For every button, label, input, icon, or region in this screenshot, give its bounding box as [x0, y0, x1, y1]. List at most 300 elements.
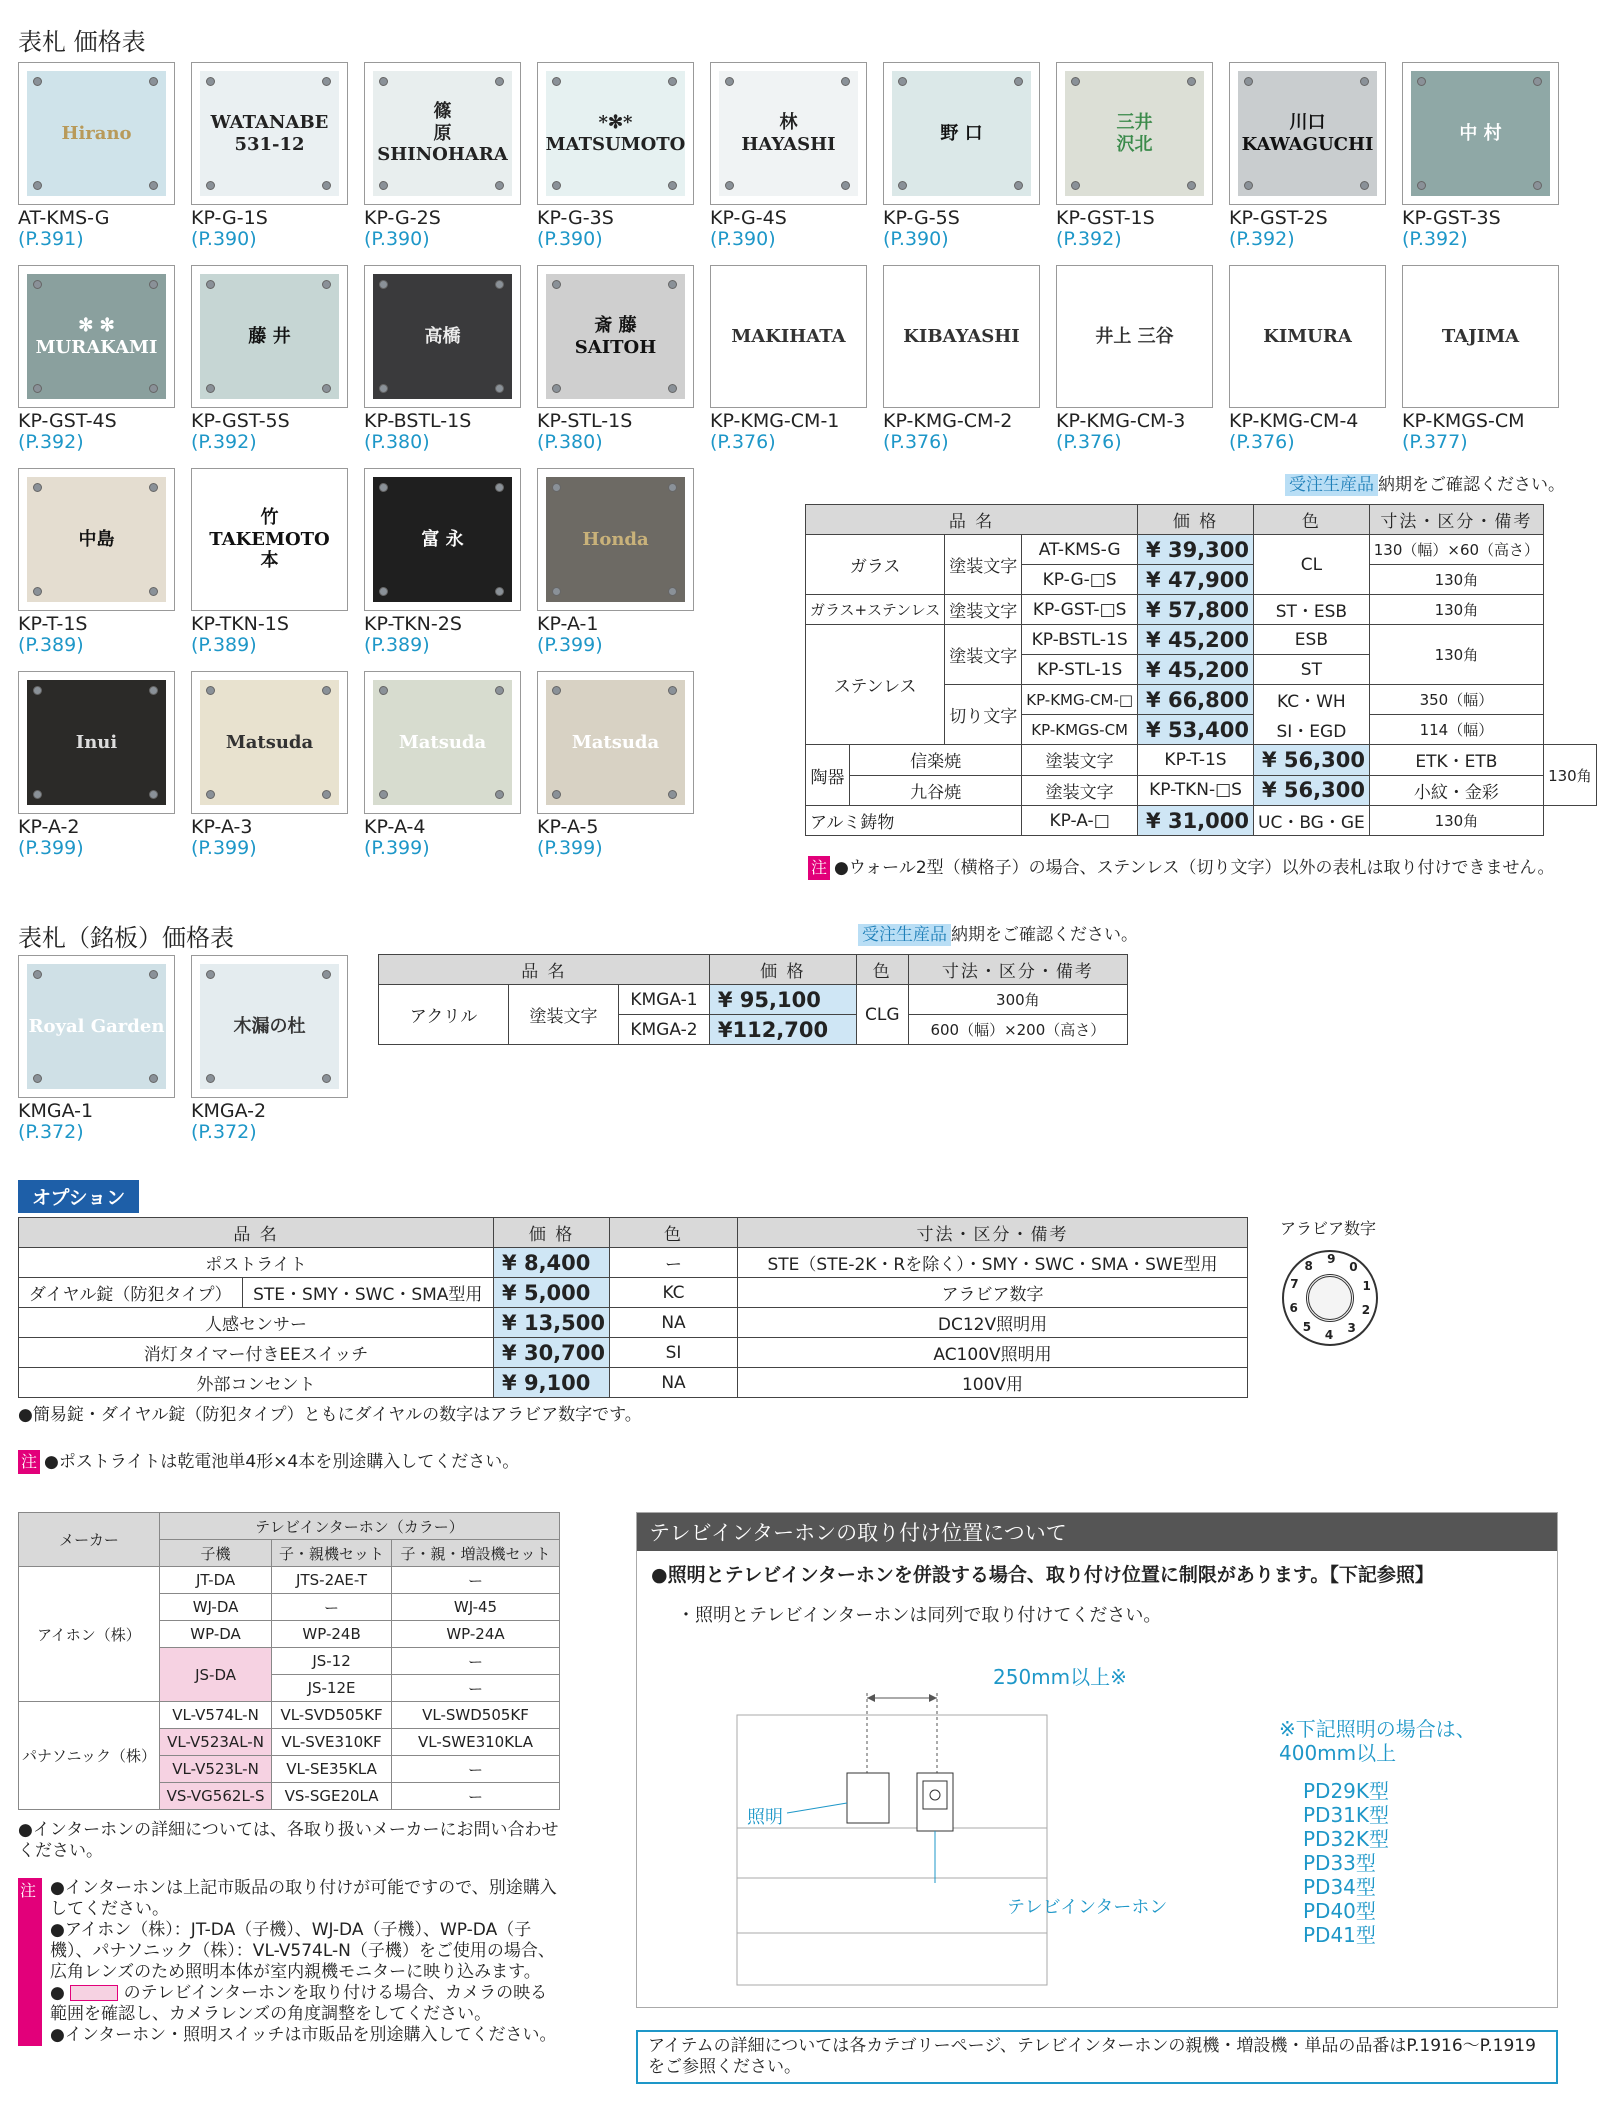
nameplate-image: [883, 62, 1040, 205]
table-cell: VL-SWD505KF: [391, 1702, 559, 1729]
screw-icon: [898, 181, 907, 190]
material-cell: ガラス+ステンレス: [806, 595, 945, 625]
sub-header: 子機: [159, 1540, 271, 1567]
table-cell: ー: [391, 1783, 559, 1810]
model-code: KP-A-3: [191, 816, 253, 838]
subtype-cell: 信楽焼: [850, 745, 1021, 776]
screw-icon: [149, 587, 158, 596]
nameplate-image: [537, 671, 694, 814]
screw-icon: [668, 790, 677, 799]
model-code: KP-KMG-CM-2: [883, 410, 1013, 432]
screw-icon: [206, 280, 215, 289]
nameplate-face: [1411, 274, 1550, 399]
nameplate-face: [1065, 71, 1204, 196]
nameplate-caption: [1402, 411, 1525, 453]
screw-icon: [206, 790, 215, 799]
nameplate-caption: [537, 614, 603, 656]
model-code: KP-KMG-CM-1: [710, 410, 840, 432]
screw-icon: [33, 181, 42, 190]
nameplate-image: [1229, 62, 1386, 205]
nameplate-image: [191, 671, 348, 814]
screw-icon: [552, 181, 561, 190]
table-row: [379, 985, 1128, 1015]
color-cell: CLG: [856, 985, 908, 1045]
maker-cell: パナソニック（株）: [19, 1702, 160, 1810]
screw-icon: [1533, 77, 1542, 86]
intercom-label: テレビインターホン: [1007, 1897, 1168, 1918]
page-reference: (P.376): [1229, 431, 1295, 453]
nameplate-caption: [1229, 208, 1328, 250]
screw-icon: [322, 384, 331, 393]
nameplate-image: [191, 62, 348, 205]
nameplate-caption: [18, 817, 84, 859]
nameplate-face: [200, 71, 339, 196]
screw-icon: [322, 77, 331, 86]
screw-icon: [1187, 77, 1196, 86]
table-cell: VS-VG562L-S: [159, 1783, 271, 1810]
screw-icon: [33, 280, 42, 289]
screw-icon: [841, 77, 850, 86]
intercom-table: [18, 1512, 560, 1810]
light-fixture-icon: [847, 1773, 889, 1823]
install-panel-title: テレビインターホンの取り付け位置について: [637, 1513, 1557, 1551]
color-cell: NA: [610, 1368, 738, 1398]
screw-icon: [33, 77, 42, 86]
size-cell: 130角: [1369, 625, 1543, 685]
screw-icon: [379, 77, 388, 86]
material-cell: ステンレス: [806, 625, 945, 745]
maker-cell: アイホン（株）: [19, 1567, 160, 1702]
nameplate-face: [373, 71, 512, 196]
price-cell: ¥ 45,200: [1138, 625, 1254, 655]
nameplate-image: [191, 955, 348, 1098]
material-cell: アクリル: [379, 985, 509, 1045]
nameplate-lettering: 富 永: [421, 528, 464, 550]
page-reference: (P.390): [364, 228, 430, 250]
screw-icon: [322, 686, 331, 695]
nameplate-face: [1238, 274, 1377, 399]
page-reference: (P.376): [883, 431, 949, 453]
nameplate-caption: [1229, 411, 1358, 453]
model-code: KP-G-1S: [191, 207, 268, 229]
table-cell: JS-12: [272, 1648, 392, 1675]
made-to-order-badge: 受注生産品: [1285, 474, 1378, 496]
type-cell: 塗装文字: [1045, 782, 1114, 803]
page-reference: (P.389): [191, 634, 257, 656]
price-cell: ¥ 57,800: [1138, 595, 1254, 625]
notice-text: 納期をご確認ください。: [1378, 475, 1565, 495]
model-list: [1303, 1779, 1389, 1947]
page-reference: (P.390): [537, 228, 603, 250]
page-reference: (P.399): [191, 837, 257, 859]
price-cell: ¥ 30,700: [494, 1338, 610, 1368]
color-cell: SI: [610, 1338, 738, 1368]
nameplate-image: [364, 468, 521, 611]
install-line1: ●照明とテレビインターホンを併設する場合、取り付け位置に制限があります。【下記参照】: [651, 1564, 1434, 1586]
screw-icon: [322, 1074, 331, 1083]
options-table: [18, 1217, 1248, 1398]
screw-icon: [1417, 181, 1426, 190]
maker-header: メーカー: [19, 1513, 160, 1567]
nameplate-lettering: MAKIHATA: [731, 325, 846, 347]
nameplate-lettering: 竹 TAKEMOTO 本: [209, 507, 330, 572]
nameplate-face: [1238, 71, 1377, 196]
nameplate-lettering: 林 HAYASHI: [741, 111, 836, 155]
screw-icon: [33, 384, 42, 393]
note-cell: STE（STE-2K・Rを除く）・SMY・SWC・SMA・SWE型用: [738, 1248, 1248, 1278]
dial-knob: [1306, 1274, 1354, 1322]
price-cell: ¥ 95,100: [709, 985, 856, 1015]
code-cell: KP-KMGS-CM: [1022, 715, 1138, 745]
size-cell: 300角: [908, 985, 1127, 1015]
nameplate-image: [1402, 62, 1559, 205]
intercom-note: ●インターホンの詳細については、各取り扱いメーカーにお問い合わせください。: [18, 1820, 559, 1861]
nameplate-caption: [191, 411, 290, 453]
nameplate-lettering: 三井 沢北: [1116, 111, 1153, 155]
nameplate-lettering: Inui: [75, 731, 118, 753]
screw-icon: [149, 790, 158, 799]
table-cell: WP-24A: [391, 1621, 559, 1648]
exception-note: ※下記照明の場合は、 400mm以上: [1279, 1717, 1476, 1765]
nameplate-image: [710, 62, 867, 205]
nameplate-face: [546, 274, 685, 399]
code-cell: KP-KMG-CM-□: [1022, 685, 1138, 715]
code-cell: KP-GST-□S: [1022, 595, 1138, 625]
screw-icon: [379, 587, 388, 596]
page-reference: (P.392): [18, 431, 84, 453]
nameplate-image: [710, 265, 867, 408]
type-cell: 塗装文字: [509, 985, 619, 1045]
type-cell: 切り文字: [945, 685, 1022, 745]
dial-digit: 6: [1289, 1300, 1298, 1315]
page-reference: (P.377): [1402, 431, 1468, 453]
model-item: PD29K型: [1303, 1779, 1390, 1803]
nameplate-caption: [364, 614, 462, 656]
screw-icon: [552, 686, 561, 695]
table-cell: ー: [391, 1756, 559, 1783]
nameplate-caption: [18, 1101, 93, 1143]
screw-icon: [149, 280, 158, 289]
dial-label: アラビア数字: [1280, 1219, 1377, 1238]
nameplate-face: [892, 274, 1031, 399]
dial-digit: 3: [1347, 1321, 1356, 1336]
table-cell: WJ-DA: [159, 1594, 271, 1621]
nameplate-caption: [1056, 208, 1155, 250]
page-reference: (P.372): [191, 1121, 257, 1143]
nameplate-image: [537, 265, 694, 408]
color-cell: KC・WH: [1254, 685, 1370, 715]
type-cell: 塗装文字: [945, 535, 1022, 595]
table-row: [806, 745, 1597, 806]
table-cell: JS-DA: [159, 1648, 271, 1702]
nameplate-lettering: KIBAYASHI: [903, 325, 1020, 347]
wall-outline: [737, 1715, 1047, 1985]
dimension-label: 250mm以上※: [993, 1665, 1127, 1689]
nameplate-caption: [710, 411, 839, 453]
nameplate-caption: [710, 208, 787, 250]
dial-digit: 1: [1362, 1279, 1371, 1294]
nameplate-image: [364, 671, 521, 814]
table-cell: JTS-2AE-T: [272, 1567, 392, 1594]
nameplate-lettering: Matsuda: [398, 731, 487, 753]
page-reference: (P.372): [18, 1121, 84, 1143]
nameplate-lettering: WATANABE 531-12: [210, 111, 329, 155]
screw-icon: [898, 77, 907, 86]
nameplate-caption: [364, 817, 430, 859]
arrow-left-icon: [867, 1694, 875, 1702]
nameplate-lettering: TAJIMA: [1441, 325, 1520, 347]
options-header: オプション: [18, 1180, 139, 1213]
code-cell: KP-T-1S: [1138, 745, 1253, 776]
postlight-note-text: ●ポストライトは乾電池単4形×4本を別途購入してください。: [44, 1452, 520, 1472]
table-row: [19, 1702, 560, 1729]
nameplate-lettering: Matsuda: [225, 731, 314, 753]
nameplate-face: [892, 71, 1031, 196]
nameplate-caption: [537, 817, 603, 859]
nameplate-image: [18, 671, 175, 814]
model-item: PD31K型: [1303, 1803, 1390, 1827]
color-cell: KC: [610, 1278, 738, 1308]
nameplate-lettering: Matsuda: [571, 731, 660, 753]
screw-icon: [552, 587, 561, 596]
page-reference: (P.399): [364, 837, 430, 859]
page-reference: (P.392): [191, 431, 257, 453]
model-code: KP-STL-1S: [537, 410, 633, 432]
nameplate-caption: [18, 411, 117, 453]
screw-icon: [668, 280, 677, 289]
nameplate-image: [364, 62, 521, 205]
screw-icon: [206, 970, 215, 979]
table-row: [19, 1338, 1248, 1368]
model-code: KP-G-5S: [883, 207, 960, 229]
col-header-name: 品 名: [379, 955, 710, 985]
table-cell: VL-V523AL-N: [159, 1729, 271, 1756]
screw-icon: [668, 77, 677, 86]
table-row: [806, 535, 1597, 565]
nameplate-image: [1056, 62, 1213, 205]
color-cell: NA: [610, 1308, 738, 1338]
subtype-cell: 九谷焼: [910, 782, 962, 803]
screw-icon: [379, 181, 388, 190]
screw-icon: [379, 384, 388, 393]
table-cell: ー: [391, 1648, 559, 1675]
table-row: [806, 595, 1597, 625]
intercom-note-3: のテレビインターホンを取り付ける場合、カメラの映る範囲を確認し、カメラレンズの角度調整をしてください。: [50, 1983, 548, 2024]
nameplate-lettering: 木漏の杜: [233, 1015, 306, 1037]
install-line2: ・照明とテレビインターホンは同列で取り付けてください。: [677, 1605, 1162, 1626]
option-sub: STE・SMY・SWC・SMA型用: [242, 1278, 494, 1308]
col-header-price: 価 格: [1138, 505, 1254, 535]
price-cell: ¥ 53,400: [1138, 715, 1254, 745]
screw-icon: [495, 587, 504, 596]
nameplate-lettering: 井上 三谷: [1095, 325, 1174, 347]
price-cell: ¥ 13,500: [494, 1308, 610, 1338]
nameplate-face: [546, 680, 685, 805]
intercom-note-3-row: ● のテレビインターホンを取り付ける場合、カメラの映る範囲を確認し、カメラレンズの角度調整をしてください。: [50, 1983, 548, 2024]
col-header-name: 品 名: [806, 505, 1138, 535]
nameplate-face: [27, 477, 166, 602]
dial-digit: 7: [1290, 1277, 1299, 1292]
screw-icon: [668, 483, 677, 492]
screw-icon: [1014, 77, 1023, 86]
model-code: KP-G-3S: [537, 207, 614, 229]
nameplate-lettering: Hirano: [61, 122, 132, 144]
table-cell: VL-SWE310KLA: [391, 1729, 559, 1756]
model-code: KP-KMG-CM-3: [1056, 410, 1186, 432]
screw-icon: [1014, 181, 1023, 190]
price-cell: ¥ 8,400: [494, 1248, 610, 1278]
type-cell: 塗装文字: [1022, 745, 1137, 776]
col-header-size: 寸法・区分・備考: [908, 955, 1127, 985]
page-reference: (P.376): [1056, 431, 1122, 453]
footer-note: アイテムの詳細については各カテゴリーページ、テレビインターホンの親機・増設機・単品の品番はP.1916〜P.1919をご参照ください。: [636, 2030, 1558, 2084]
dial-icon: [1282, 1250, 1378, 1346]
model-code: AT-KMS-G: [18, 207, 110, 229]
code-cell: AT-KMS-G: [1022, 535, 1138, 565]
material-cell: アルミ鋳物: [806, 806, 1022, 836]
color-cell: SI・EGD: [1254, 715, 1370, 745]
table-row: [19, 1248, 1248, 1278]
model-item: PD40型: [1303, 1899, 1376, 1923]
postlight-note: [18, 1447, 519, 1474]
size-cell: 114（幅）: [1369, 715, 1543, 745]
col-header-color: 色: [856, 955, 908, 985]
nameplate-face: [27, 274, 166, 399]
table-cell: VS-SGE20LA: [272, 1783, 392, 1810]
screw-icon: [1417, 77, 1426, 86]
note-cell: AC100V照明用: [738, 1338, 1248, 1368]
table-row: [19, 1368, 1248, 1398]
screw-icon: [668, 587, 677, 596]
arrow-right-icon: [929, 1694, 937, 1702]
nameplate-face: [546, 477, 685, 602]
screw-icon: [379, 790, 388, 799]
nameplate-face: [373, 274, 512, 399]
nameplate-caption: [191, 208, 268, 250]
screw-icon: [149, 77, 158, 86]
model-code: KP-KMGS-CM: [1402, 410, 1525, 432]
code-cell: KP-BSTL-1S: [1022, 625, 1138, 655]
price-cell: ¥ 39,300: [1138, 535, 1254, 565]
notice-text: 納期をご確認ください。: [951, 925, 1138, 945]
price-cell: ¥ 5,000: [494, 1278, 610, 1308]
screw-icon: [552, 384, 561, 393]
page-reference: (P.392): [1229, 228, 1295, 250]
table-cell: VL-SE35KLA: [272, 1756, 392, 1783]
screw-icon: [149, 181, 158, 190]
page-reference: (P.391): [18, 228, 84, 250]
screw-icon: [552, 280, 561, 289]
table-cell: VL-SVD505KF: [272, 1702, 392, 1729]
material-cell: ガラス: [806, 535, 945, 595]
screw-icon: [322, 970, 331, 979]
color-cell: ST: [1254, 655, 1370, 685]
model-code: KP-GST-2S: [1229, 207, 1328, 229]
page-reference: (P.389): [18, 634, 84, 656]
nameplate-caption: [364, 411, 471, 453]
dial-digit: 2: [1361, 1302, 1371, 1317]
nameplate-image: [18, 62, 175, 205]
nameplate-face: [1411, 71, 1550, 196]
size-cell: 130角: [1369, 806, 1543, 836]
screw-icon: [33, 587, 42, 596]
col-header-price: 価 格: [709, 955, 856, 985]
screw-icon: [495, 77, 504, 86]
nameplate-face: [27, 964, 166, 1089]
screw-icon: [322, 181, 331, 190]
size-cell: 130角: [1369, 565, 1543, 595]
nameplate-face: [200, 477, 339, 602]
model-code: KMGA-1: [18, 1100, 94, 1122]
note-cell: DC12V照明用: [738, 1308, 1248, 1338]
screw-icon: [1244, 181, 1253, 190]
nameplate-image: [364, 265, 521, 408]
table-cell: WP-DA: [159, 1621, 271, 1648]
screw-icon: [495, 790, 504, 799]
wall-note: [808, 853, 1555, 880]
light-label: 照明: [747, 1807, 783, 1828]
page-reference: (P.380): [537, 431, 603, 453]
size-cell: 130角: [1369, 595, 1543, 625]
page-reference: (P.380): [364, 431, 430, 453]
nameplate-lettering: KIMURA: [1263, 325, 1352, 347]
page-reference: (P.399): [537, 634, 603, 656]
nameplate-face: [546, 71, 685, 196]
nameplate-caption: [537, 411, 632, 453]
col-header-size: 寸法・区分・備考: [738, 1218, 1248, 1248]
note-cell: アラビア数字: [738, 1278, 1248, 1308]
screw-icon: [149, 970, 158, 979]
nameplate-image: [18, 265, 175, 408]
type-cell: 塗装文字: [945, 595, 1022, 625]
screw-icon: [206, 181, 215, 190]
page-reference: (P.390): [710, 228, 776, 250]
model-code: KP-GST-3S: [1402, 207, 1501, 229]
caution-mark: 注: [18, 1450, 40, 1474]
nameplate-lettering: 高橋: [424, 325, 461, 347]
page-reference: (P.389): [364, 634, 430, 656]
screw-icon: [495, 686, 504, 695]
nameplate-lettering: Honda: [582, 528, 649, 550]
model-code: KP-A-1: [537, 613, 599, 635]
price-cell: ¥ 56,300: [1254, 745, 1369, 776]
screw-icon: [322, 280, 331, 289]
col-header-size: 寸法・区分・備考: [1369, 505, 1543, 535]
nameplate-image: [191, 265, 348, 408]
screw-icon: [33, 1074, 42, 1083]
nameplate-caption: [1056, 411, 1185, 453]
light-leader: [787, 1803, 847, 1813]
price-cell: ¥ 45,200: [1138, 655, 1254, 685]
page-reference: (P.390): [191, 228, 257, 250]
color-cell: 小紋・金彩: [1413, 782, 1499, 803]
col-header-color: 色: [610, 1218, 738, 1248]
dial-digit: 8: [1304, 1258, 1313, 1273]
page-reference: (P.392): [1402, 228, 1468, 250]
price-cell: ¥ 9,100: [494, 1368, 610, 1398]
price-cell: ¥ 47,900: [1138, 565, 1254, 595]
code-cell: KMGA-2: [619, 1015, 710, 1045]
screw-icon: [495, 181, 504, 190]
color-cell: ー: [610, 1248, 738, 1278]
nameplate-caption: [191, 1101, 266, 1143]
nameplate-lettering: *✻* MATSUMOTO: [545, 111, 686, 155]
table-cell: ー: [391, 1567, 559, 1594]
model-code: KP-KMG-CM-4: [1229, 410, 1359, 432]
screw-icon: [552, 77, 561, 86]
sub-header: 子・親・増設機セット: [391, 1540, 559, 1567]
price-cell: ¥ 31,000: [1138, 806, 1254, 836]
